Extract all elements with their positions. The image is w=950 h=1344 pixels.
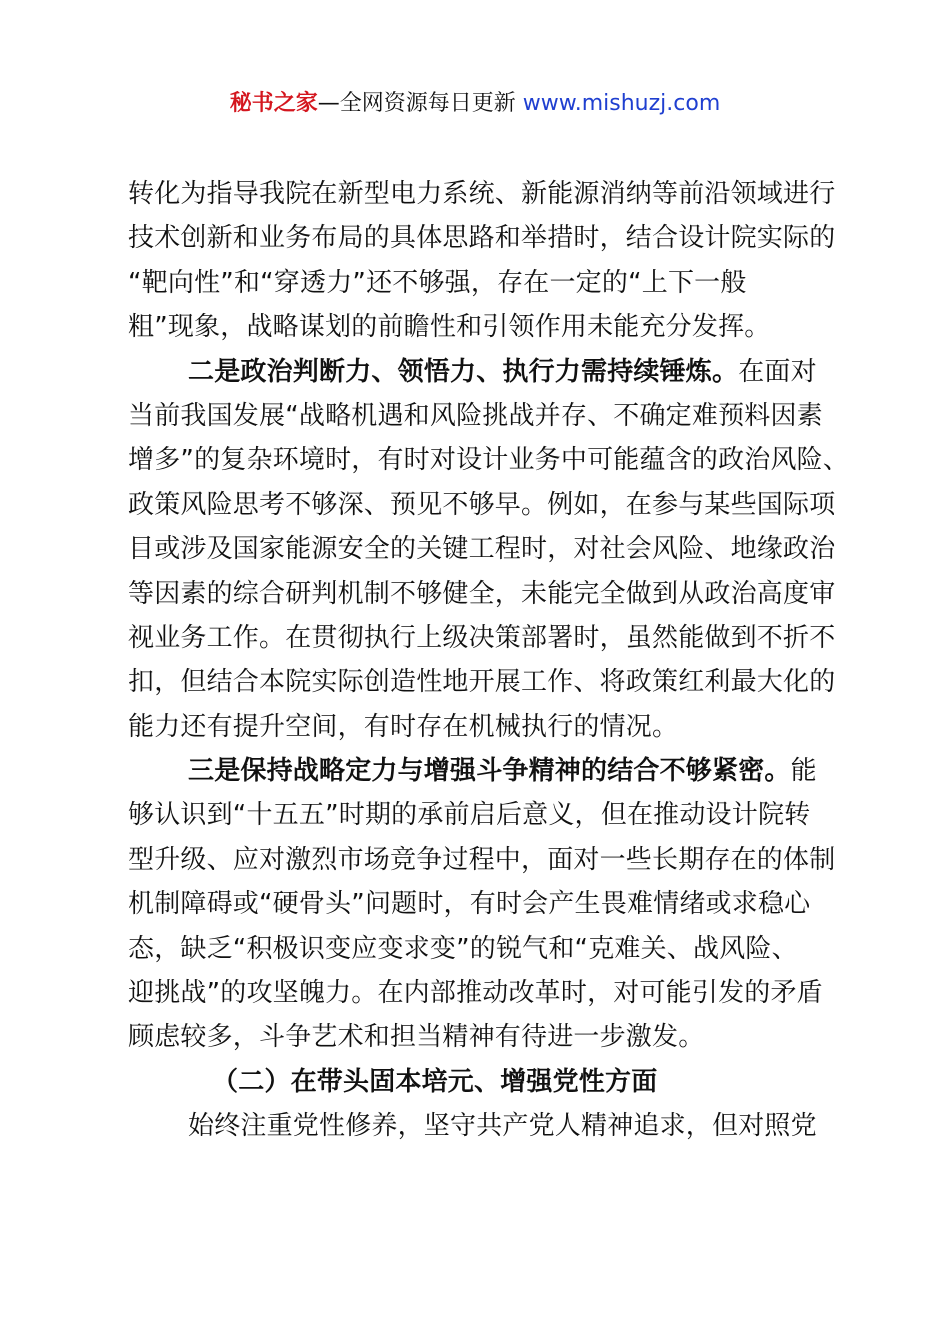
section-heading: （二）在带头固本培元、增强党性方面	[212, 1066, 658, 1097]
text-line: 增多”的复杂环境时，有时对设计业务中可能蕴含的政治风险、	[128, 445, 850, 476]
text-line: 政策风险思考不够深、预见不够早。例如，在参与某些国际项	[128, 489, 836, 520]
text-fragment: 能	[790, 756, 817, 787]
paragraph-first-line	[128, 350, 836, 394]
document-body	[128, 172, 850, 1149]
text-line: 目或涉及国家能源安全的关键工程时，对社会风险、地缘政治	[128, 534, 836, 565]
paragraph-first-line	[128, 749, 836, 793]
header-tagline: —全网资源每日更新	[317, 91, 523, 116]
text-line: 转化为指导我院在新型电力系统、新能源消纳等前沿领域进行	[128, 179, 836, 209]
text-line: 技术创新和业务布局的具体思路和举措时，结合设计院实际的	[128, 223, 836, 254]
paragraph-first-line: 始终注重党性修养，坚守共产党人精神追求，但对照党	[188, 1111, 817, 1142]
text-line: 型升级、应对激烈市场竞争过程中，面对一些长期存在的体制	[128, 844, 836, 875]
text-line: 顾虑较多，斗争艺术和担当精神有待进一步激发。	[128, 1022, 705, 1053]
text-line: 机制障碍或“硬骨头”问题时，有时会产生畏难情绪或求稳心	[128, 889, 811, 920]
text-line: 够认识到“十五五”时期的承前启后意义，但在推动设计院转	[128, 800, 811, 831]
text-line: 迎挑战”的攻坚魄力。在内部推动改革时，对可能引发的矛盾	[128, 978, 823, 1009]
text-line: 能力还有提升空间，有时存在机械执行的情况。	[128, 711, 679, 742]
text-line: 视业务工作。在贯彻执行上级决策部署时，虽然能做到不折不	[128, 622, 836, 653]
brand-name: 秘书之家	[229, 91, 318, 116]
text-line: 粗”现象，战略谋划的前瞻性和引领作用未能充分发挥。	[128, 312, 771, 343]
text-line: 扣，但结合本院实际创造性地开展工作、将政策红利最大化的	[128, 667, 836, 698]
text-line: 等因素的综合研判机制不够健全，未能完全做到从政治高度审	[128, 578, 836, 609]
header-url-link[interactable]: www.mishuzj.com	[522, 91, 721, 116]
text-line: “靶向性”和“穿透力”还不够强，存在一定的“上下一般	[128, 267, 747, 298]
text-line: 态，缺乏“积极识变应变求变”的锐气和“克难关、战风险、	[128, 933, 798, 964]
text-fragment: 在面对	[738, 356, 817, 387]
text-line: 当前我国发展“战略机遇和风险挑战并存、不确定难预料因素	[128, 400, 823, 431]
point-three-heading: 三是保持战略定力与增强斗争精神的结合不够紧密。	[188, 756, 791, 787]
point-two-heading: 二是政治判断力、领悟力、执行力需持续锤炼。	[188, 356, 739, 387]
page-header	[0, 88, 950, 120]
